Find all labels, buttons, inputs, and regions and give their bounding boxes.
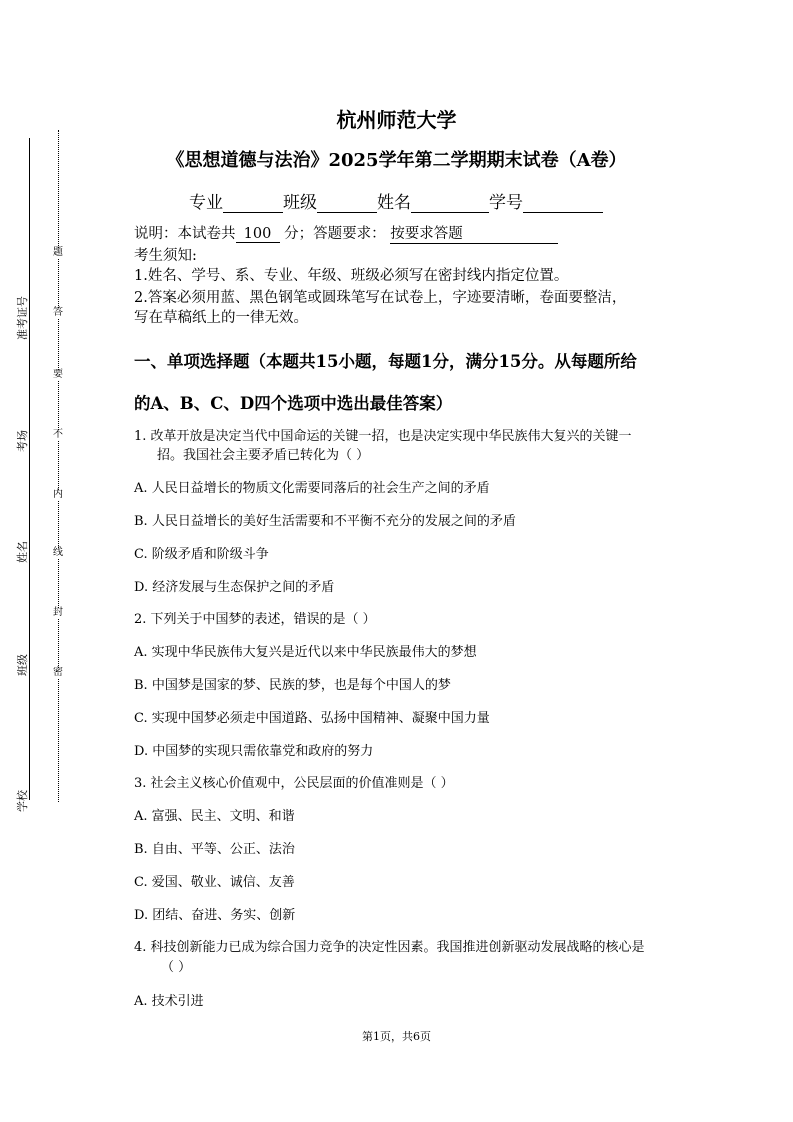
question-3-option-c: C. 爱国、敬业、诚信、友善 (134, 875, 295, 890)
question-4-stem: 4. 科技创新能力已成为综合国力竞争的决定性因素。我国推进创新驱动发展战略的核心是 (134, 940, 645, 955)
instruction-line-1 (134, 222, 558, 244)
answer-requirement: 按要求答题 (390, 222, 558, 244)
question-1-stem-cont: 招。我国社会主要矛盾已转化为（ ） (157, 448, 370, 463)
instruction-prefix: 说明：本试卷共 (134, 226, 236, 242)
section-title-line-2: 的A、B、C、D四个选项中选出最佳答案） (134, 394, 453, 413)
question-3-option-a: A. 富强、民主、文明、和谐 (134, 809, 295, 824)
seal-char: 题 (53, 247, 63, 258)
margin-label-class: 班级 (16, 654, 29, 676)
question-1-option-d: D. 经济发展与生态保护之间的矛盾 (134, 580, 335, 595)
seal-char: 不 (53, 429, 63, 440)
university-name: 杭州师范大学 (336, 108, 457, 132)
question-2-option-a: A. 实现中华民族伟大复兴是近代以来中华民族最伟大的梦想 (134, 645, 477, 660)
student-info-line (189, 188, 603, 213)
question-2-option-d: D. 中国梦的实现只需依靠党和政府的努力 (134, 744, 374, 759)
class-label: 班级 (283, 193, 317, 213)
name-field[interactable] (411, 194, 489, 213)
margin-label-name: 姓名 (16, 541, 29, 563)
question-1-option-a: A. 人民日益增长的物质文化需要同落后的社会生产之间的矛盾 (134, 481, 490, 496)
notice-item-2a: 2.答案必须用蓝、黑色钢笔或圆珠笔写在试卷上，字迹要清晰，卷面要整洁， (134, 290, 627, 306)
margin-solid-line (29, 138, 30, 800)
class-field[interactable] (317, 194, 377, 213)
question-2-stem: 2. 下列关于中国梦的表述，错误的是（ ） (134, 612, 376, 627)
question-3-option-b: B. 自由、平等、公正、法治 (134, 842, 295, 857)
question-3-stem: 3. 社会主义核心价值观中，公民层面的价值准则是（ ） (134, 776, 454, 791)
name-label: 姓名 (377, 193, 411, 213)
question-1-option-c: C. 阶级矛盾和阶级斗争 (134, 547, 269, 562)
question-3-option-d: D. 团结、奋进、务实、创新 (134, 908, 296, 923)
question-4-stem-cont: （ ） (161, 960, 192, 975)
question-1-option-b: B. 人民日益增长的美好生活需要和不平衡不充分的发展之间的矛盾 (134, 514, 516, 529)
student-no-label: 学号 (489, 193, 523, 213)
seal-char: 密 (53, 667, 63, 678)
major-label: 专业 (189, 193, 223, 213)
question-2-option-c: C. 实现中国梦必须走中国道路、弘扬中国精神、凝聚中国力量 (134, 711, 490, 726)
page-footer: 第1页，共6页 (362, 1030, 431, 1043)
student-no-field[interactable] (523, 194, 603, 213)
notice-title: 考生须知: (134, 248, 197, 264)
instruction-mid: 分；答题要求： (284, 226, 386, 242)
question-1-stem: 1. 改革开放是决定当代中国命运的关键一招，也是决定实现中华民族伟大复兴的关键一 (134, 429, 632, 444)
margin-label-school: 学校 (16, 790, 29, 812)
total-score: 100 (236, 226, 280, 243)
notice-item-2b: 写在草稿纸上的一律无效。 (134, 310, 308, 326)
margin-label-exam-room: 考场 (16, 430, 29, 452)
notice-item-1: 1.姓名、学号、系、专业、年级、班级必须写在密封线内指定位置。 (134, 268, 569, 284)
seal-char: 要 (53, 369, 63, 380)
seal-dotted-line (58, 130, 59, 802)
seal-char: 封 (53, 607, 63, 618)
question-2-option-b: B. 中国梦是国家的梦、民族的梦，也是每个中国人的梦 (134, 678, 451, 693)
seal-char: 内 (53, 489, 63, 500)
seal-char: 线 (53, 547, 63, 558)
exam-title: 《思想道德与法治》2025学年第二学期期末试卷（A卷） (166, 150, 627, 171)
section-title-line-1: 一、单项选择题（本题共15小题，每题1分，满分15分。从每题所给 (134, 352, 637, 371)
major-field[interactable] (223, 194, 283, 213)
question-4-option-a: A. 技术引进 (134, 994, 204, 1009)
seal-char: 答 (53, 307, 63, 318)
margin-label-exam-no: 准考证号 (16, 296, 29, 340)
